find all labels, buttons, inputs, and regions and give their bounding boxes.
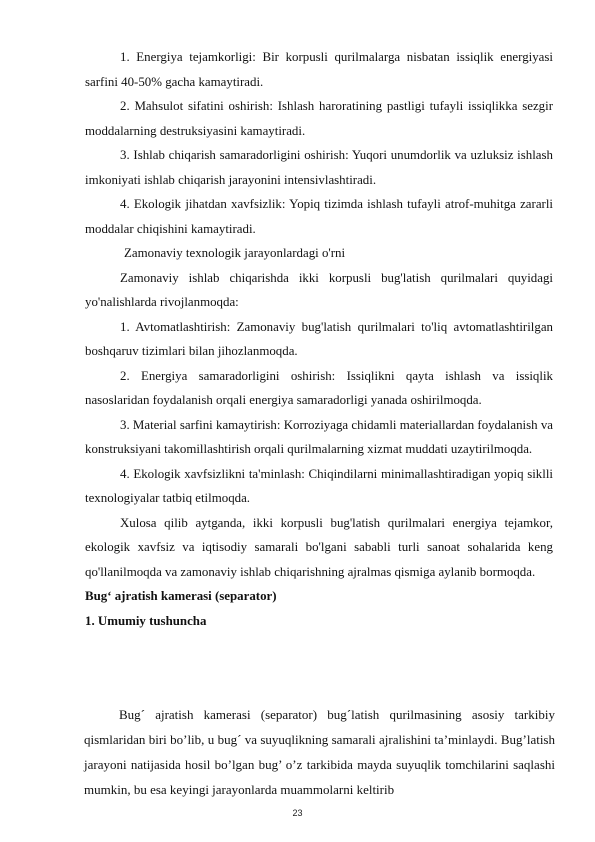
paragraph-production-efficiency: 3. Ishlab chiqarish samaradorligini oshirish: Yuqori unumdorlik va uzluksiz ishlash imkoniyati ishlab chiqarish jarayonini intensivlashtiradi. [85, 148, 553, 187]
paragraph-modern-directions: Zamonaviy ishlab chiqarishda ikki korpusli bug'latish qurilmalari quyidagi yo'nalishlarda rivojlanmoqda: [85, 270, 553, 309]
paragraph-energy-efficiency: 2. Energiya samaradorligini oshirish: Issiqlikni qayta ishlash va issiqlik nasoslaridan foydalanish orqali energiya samaradorligi yanada oshirilmoqda. [85, 368, 553, 407]
subheading-modern-role: Zamonaviy texnologik jarayonlardagi o'rni [124, 246, 346, 260]
heading-separator: Bug‘ ajratish kamerasi (separator) [85, 589, 277, 603]
paragraph-material-consumption: 3. Material sarfini kamaytirish: Korroziyaga chidamli materiallardan foydalanish va konstruksiyani takomillashtirish orqali qurilmalarning xizmat muddati uzaytirilmoqda. [85, 417, 553, 456]
paragraph-automation: 1. Avtomatlashtirish: Zamonaviy bug'latish qurilmalari to'liq avtomatlashtirilgan boshqaruv tizimlari bilan jihozlanmoqda. [85, 319, 553, 358]
paragraph-energy-saving: 1. Energiya tejamkorligi: Bir korpusli qurilmalarga nisbatan issiqlik energiyasi sarfini 40-50% gacha kamaytiradi. [85, 50, 553, 89]
paragraph-separator-description: Bug´ ajratish kamerasi (separator) bug´latish qurilmasining asosiy tarkibiy qismlaridan biri bo’lib, u bug´ va suyuqlikning samarali ajralishini ta’minlaydi. Bug’latish jarayoni natijasida hosil bo’lgan bug’ o’z tarkibida mayda suyuqlik tomchilarini saqlashi mumkin, bu esa keyingi jarayonlarda muammolarni keltirib [84, 707, 555, 797]
paragraph-product-quality: 2. Mahsulot sifatini oshirish: Ishlash haroratining pastligi tufayli issiqlikka sezgir moddalarning destruksiyasini kamaytiradi. [85, 99, 553, 138]
final-paragraph-block [84, 702, 555, 802]
heading-overview: 1. Umumiy tushuncha [85, 613, 207, 628]
paragraph-ecological-assurance: 4. Ekologik xavfsizlikni ta'minlash: Chiqindilarni minimallashtiradigan yopiq siklli texnologiyalar tatbiq etilmoqda. [85, 466, 553, 505]
paragraph-conclusion: Xulosa qilib aytganda, ikki korpusli bug'latish qurilmalari energiya tejamkor, ekologik xavfsiz va iqtisodiy samarali bo'lgani sababli turli sanoat sohalarida keng qo'llanilmoqda va zamonaviy ishlab chiqarishning ajralmas qismiga aylanib bormoqda. [85, 515, 553, 579]
paragraph-ecological-safety: 4. Ekologik jihatdan xavfsizlik: Yopiq tizimda ishlash tufayli atrof-muhitga zararli moddalar chiqishini kamaytiradi. [85, 197, 553, 236]
body-text [85, 45, 553, 633]
page-number: 23 [292, 808, 303, 818]
